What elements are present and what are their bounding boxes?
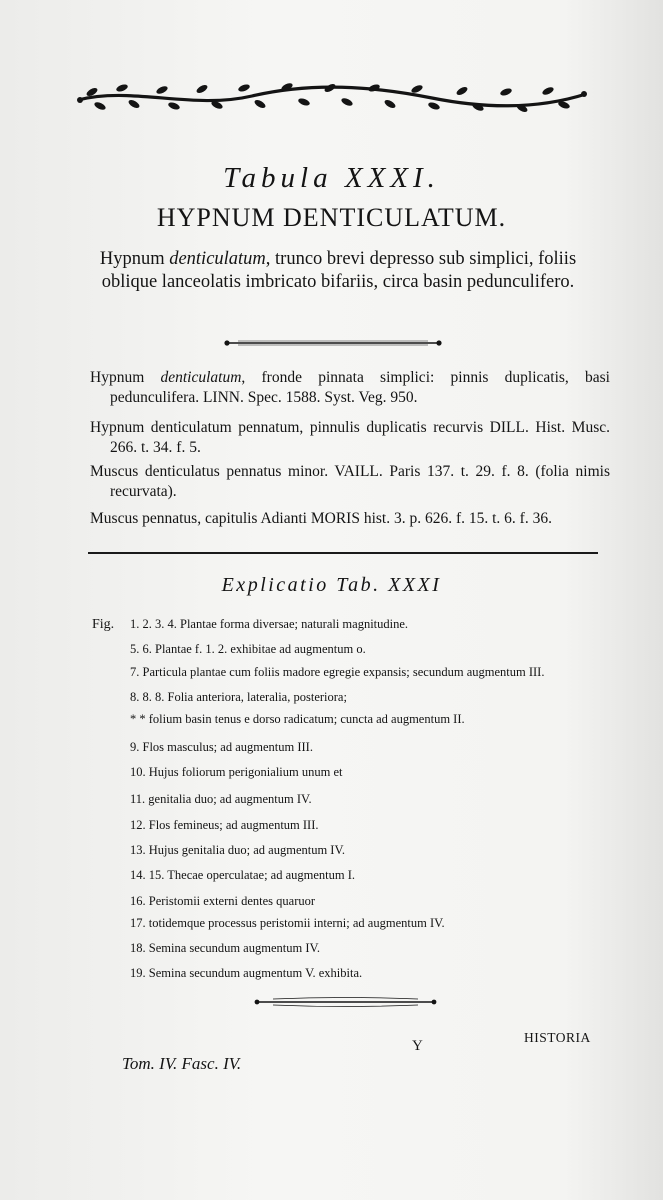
figure-number: * * [130, 712, 146, 726]
section-divider [88, 552, 598, 554]
figure-number: 5. 6. [130, 642, 152, 656]
synonym-entry [90, 418, 610, 458]
figure-entry [130, 712, 610, 727]
figure-number: 1. 2. 3. 4. [130, 617, 177, 631]
figure-number: 14. 15. [130, 868, 165, 882]
synonym-entry [90, 509, 610, 529]
figure-text: Plantae f. 1. 2. exhibitae ad augmentum o. [155, 642, 366, 656]
figure-entry [130, 765, 610, 780]
synonym-entry [90, 368, 610, 408]
figure-entry [130, 843, 610, 858]
figure-entry [130, 617, 610, 632]
synonym-text: Hypnum denticulatum pennatum, pinnulis duplicatis recurvis DILL. Hist. Musc. 266. t. 34. f. 5. [90, 419, 610, 456]
figure-text: Folia anteriora, lateralia, posteriora; [167, 690, 347, 704]
figure-text: Flos masculus; ad augmentum III. [142, 740, 313, 754]
explicatio-heading: Explicatio Tab. XXXI [221, 574, 442, 596]
description-rest: , trunco brevi depresso sub simplici, foliis oblique lanceolatis imbricato bifariis, circa basin pedunculifero. [101, 249, 577, 292]
figure-entry [130, 818, 610, 833]
figure-entry [130, 690, 610, 705]
synonym-lead: Hypnum [90, 369, 161, 386]
figure-number: 16. [130, 894, 146, 908]
figure-entry [130, 894, 610, 909]
description-lead: Hypnum [99, 249, 170, 269]
figure-number: 8. 8. 8. [130, 690, 165, 704]
figure-text: Semina secundum augmentum IV. [148, 941, 321, 955]
catchword: HISTORIA [524, 1030, 591, 1045]
volume-note: Tom. IV. Fasc. IV. [122, 1054, 242, 1073]
figure-text: Hujus foliorum perigonialium unum et [148, 765, 343, 779]
figure-entry [130, 868, 610, 883]
species-title: HYPNUM DENTICULATUM. [156, 203, 507, 232]
figure-text: Plantae forma diversae; naturali magnitudine. [180, 617, 409, 631]
floral-vine-ornament [72, 80, 592, 114]
figure-number: 7. [130, 665, 140, 679]
synonym-entry [90, 462, 610, 502]
figure-number: 13. [130, 843, 146, 857]
figure-entry [130, 665, 610, 680]
species-description [80, 248, 596, 294]
figure-text: genitalia duo; ad augmentum IV. [148, 792, 312, 806]
figure-text: Particula plantae cum foliis madore egregie expansis; secundum augmentum III. [142, 665, 545, 679]
figure-number: 19. [130, 966, 146, 980]
figure-number: 12. [130, 818, 146, 832]
synonym-epithet: denticulatum [160, 369, 242, 386]
figure-text: Semina secundum augmentum V. exhibita. [148, 966, 363, 980]
figure-number: 17. [130, 916, 146, 930]
figure-text: Peristomii externi dentes quaruor [148, 894, 316, 908]
figure-entry [130, 740, 610, 755]
signature-mark: Y [412, 1038, 423, 1054]
decorative-rule [253, 996, 438, 1008]
fig-label: Fig. [92, 617, 115, 632]
plate-title: Tabula XXXI. [223, 162, 440, 194]
figure-text: folium basin tenus e dorso radicatum; cuncta ad augmentum II. [148, 712, 465, 726]
figure-entry [130, 916, 610, 931]
synonym-text: , fronde pinnata simplici: pinnis duplicatis, basi pedunculifera. LINN. Spec. 1588. Syst. Veg. 950. [110, 369, 610, 406]
figure-number: 18. [130, 941, 146, 955]
decorative-rule [222, 338, 444, 348]
figure-entry [130, 792, 610, 807]
figure-number: 11. [130, 792, 146, 806]
figure-entry [130, 966, 610, 981]
figure-entry [130, 642, 610, 657]
figure-text: Flos femineus; ad augmentum III. [148, 818, 319, 832]
figure-text: Thecae operculatae; ad augmentum I. [167, 868, 356, 882]
synonym-text: Muscus denticulatus pennatus minor. VAILL. Paris 137. t. 29. f. 8. (folia nimis recurvata). [90, 463, 610, 500]
figure-number: 9. [130, 740, 140, 754]
figure-text: totidemque processus peristomii interni; ad augmentum IV. [148, 916, 445, 930]
description-epithet: denticulatum [169, 249, 266, 269]
figure-entry [130, 941, 610, 956]
synonym-text: Muscus pennatus, capitulis Adianti MORIS hist. 3. p. 626. f. 15. t. 6. f. 36. [90, 510, 552, 527]
figure-text: Hujus genitalia duo; ad augmentum IV. [148, 843, 346, 857]
figure-number: 10. [130, 765, 146, 779]
